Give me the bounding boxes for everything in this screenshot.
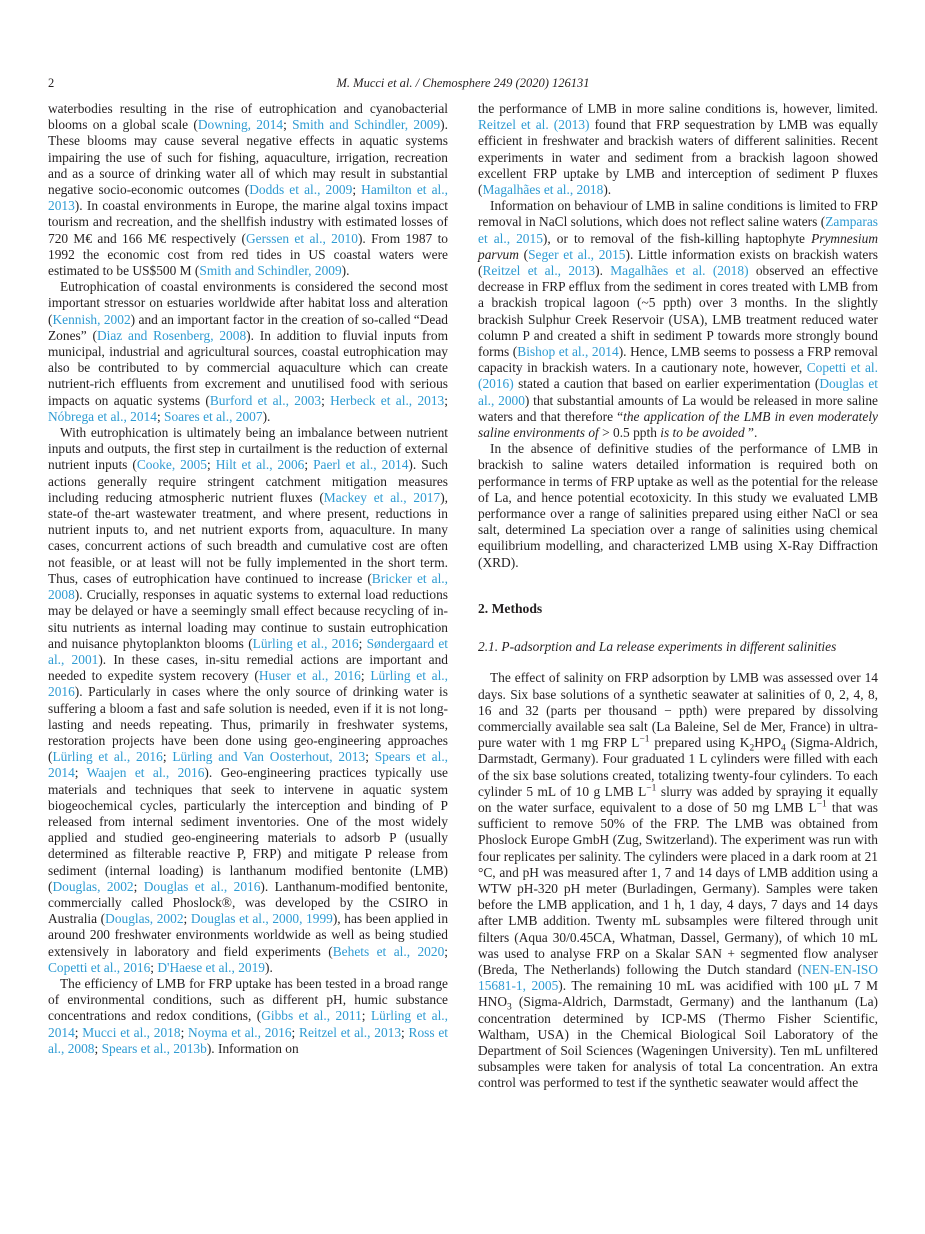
paragraph [478, 198, 878, 441]
two-column-body [48, 101, 878, 1092]
italic-text: the application of the LMB in even moderately saline environments of [478, 408, 878, 441]
citation-link[interactable]: Waajen et al., 2016 [86, 765, 205, 781]
citation-link[interactable]: Søndergaard et al., 2001 [48, 635, 448, 667]
page-number: 2 [48, 76, 55, 90]
text-segment: (Sigma-Aldrich, Darmstadt, Germany) and the lanthanum (La) concentration determined by ICP-MS (Thermo Fisher Scientific, Waltham, USA) in the Chemical Biological Soil Laboratory of the Department of Soil Sciences (Wageningen University). Ten mL unfiltered subsamples were taken for analysis of total La concentration. An extra control was performed to test if the synthetic seawater would affect the [478, 994, 878, 1091]
text-segment: The efficiency of LMB for FRP uptake has been tested in a broad range of environmental conditions, such as different pH, humic substance concentrations and redox conditions, ( [48, 975, 448, 1024]
text-segment: The effect of salinity on FRP adsorption by LMB was assessed over 14 days. Six base solutions of a synthetic seawater at salinities of 0, 2, 4, 8, 16 and 32 (parts per thousand − ppth) were prepared by dissolving commercially available sea salt (La Baleine, Sel de Mer, France) in ultra-pure water with 1 mg FRP L [478, 670, 878, 751]
citation-link[interactable]: Lürling et al., 2016 [48, 668, 449, 700]
citation-link[interactable]: Burford et al., 2003 [209, 392, 322, 408]
citation-link[interactable]: Nóbrega et al., 2014 [48, 408, 157, 424]
citation-link[interactable]: Douglas et al., 2000 [478, 376, 878, 408]
citation-link[interactable]: Gibbs et al., 2011 [261, 1008, 362, 1024]
text-segment: ) and an important factor in the creation of so-called “Dead Zones” ( [48, 311, 448, 343]
text-segment: ; [360, 668, 371, 684]
paragraph [48, 101, 448, 279]
text-segment: slurry was added by spraying it equally on the water surface, equivalent to a dose of 50 mg LMB L [478, 783, 878, 815]
text-segment: ). In these cases, in-situ remedial actions are important and needed to expedite system recovery ( [48, 651, 448, 684]
citation-link[interactable]: Hamilton et al., 2013 [48, 182, 448, 214]
citation-link[interactable]: Gerssen et al., 2010 [245, 230, 358, 246]
text-segment: ). Such actions generally require stringent catchment mitigation measures including reducing atmospheric nutrient fluxes ( [48, 457, 448, 505]
citation-link[interactable]: Seger et al., 2015 [528, 246, 626, 262]
text-segment: ). [341, 263, 350, 279]
citation-link[interactable]: Douglas et al., 2000, 1999 [190, 911, 333, 927]
text-segment: ). Information on [206, 1040, 299, 1056]
text-segment: > 0.5 ppth [598, 425, 661, 441]
citation-link[interactable]: Dodds et al., 2009 [249, 182, 353, 198]
paragraph [478, 101, 878, 198]
text-segment: (Sigma-Aldrich, Darmstadt, Germany). Four graduated 1 L cylinders were filled with each of the six base solutions created, totalizing twenty-four cylinders. To each cylinder 5 mL of 10 g LMB L [478, 735, 878, 799]
text-segment: waterbodies resulting in the rise of eutrophication and cyanobacterial blooms on a global scale ( [48, 101, 448, 133]
text-segment: ). Crucially, responses in aquatic systems to external load reductions may be delayed or have a seemingly small effect because recycling of in-situ nutrients as internal loading may continue to sustain eutrophication and nuisance phytoplankton blooms ( [48, 587, 448, 651]
text-segment: Information on behaviour of LMB in saline conditions is limited to FRP removal in NaCl solutions, which does not reflect saline waters ( [478, 198, 878, 230]
text-segment: prepared using K [649, 735, 750, 751]
citation-link[interactable]: Bishop et al., 2014 [517, 344, 619, 360]
citation-link[interactable]: Noyma et al., 2016 [188, 1024, 292, 1040]
citation-link[interactable]: Downing, 2014 [197, 117, 284, 133]
text-segment: ). [603, 182, 612, 198]
text-segment: ; [401, 1024, 409, 1040]
citation-link[interactable]: Herbeck et al., 2013 [330, 392, 445, 408]
citation-link[interactable]: Diaz and Rosenberg, 2008 [96, 327, 247, 343]
citation-link[interactable]: Douglas et al., 2016 [143, 878, 261, 894]
citation-link[interactable]: NEN-EN-ISO 15681-1, 2005 [478, 961, 878, 994]
text-segment: ; [183, 911, 191, 927]
citation-link[interactable]: Spears et al., 2013b [101, 1040, 207, 1056]
citation-link[interactable]: Douglas, 2002 [52, 878, 134, 894]
text-segment: ). Lanthanum-modified bentonite, commercially called Phoslock®, was developed by the CSIRO in Australia ( [48, 878, 449, 927]
text-segment: 2. Methods [478, 600, 543, 616]
text-segment: ; [444, 392, 448, 408]
citation-link[interactable]: Copetti et al. (2016) [478, 360, 878, 392]
citation-link[interactable]: Reitzel et al., 2013 [482, 263, 596, 279]
text-segment: ; [133, 878, 144, 894]
text-segment: ; [365, 749, 375, 765]
text-segment: the performance of LMB in more saline conditions is, however, limited. [478, 101, 878, 116]
citation-link[interactable]: Mackey et al., 2017 [323, 489, 441, 505]
citation-link[interactable]: Reitzel et al. (2013) [478, 117, 590, 133]
italic-text: is to be avoided [660, 425, 745, 441]
running-title: M. Mucci et al. / Chemosphere 249 (2020) 126131 [336, 76, 590, 90]
citation-link[interactable]: Bricker et al., 2008 [48, 570, 448, 603]
text-segment: ). These blooms may cause several negative effects in aquatic systems impairing the use of such for fishing, aquaculture, irrigation, recreation and as a source of drinking water all of which may result in substantial negative socio-economic outcomes ( [48, 117, 448, 198]
citation-link[interactable]: Magalhães et al. (2018) [610, 263, 749, 279]
citation-link[interactable]: Behets et al., 2020 [332, 943, 445, 959]
text-segment: ; [180, 1024, 189, 1040]
citation-link[interactable]: Smith and Schindler, 2009 [199, 263, 342, 279]
citation-link[interactable]: Ross et al., 2008 [48, 1024, 448, 1056]
citation-link[interactable]: Cooke, 2005 [136, 457, 207, 473]
italic-text: Prymnesium parvum [478, 230, 879, 262]
text-segment: ). [262, 408, 271, 424]
subscript-text: 4 [781, 743, 786, 754]
text-segment: observed an effective decrease in FRP efflux from the sediment in cores treated with LMB from a brackish tropical lagoon (~5 ppth) over 3 months. In the slightly brackish Sulphur Creek Reservoir (USA), LMB treatment reduced water column P and created a shift in sediment P towards more strongly bound forms ( [478, 263, 879, 360]
citation-link[interactable]: Magalhães et al., 2018 [482, 182, 604, 198]
text-segment: ; [94, 1040, 102, 1056]
citation-link[interactable]: Lürling et al., 2016 [52, 749, 163, 765]
text-segment: ). From 1987 to 1992 the economic cost from red tides in US coastal waters were estimated to be US$500 M ( [48, 230, 448, 279]
citation-link[interactable]: Reitzel et al., 2013 [299, 1024, 402, 1040]
section-heading [478, 601, 878, 617]
text-segment: ). In addition to fluvial inputs from municipal, industrial and agricultural sources, coastal eutrophication may also be contributed to by commercial aquaculture which can create nutrient-rich effluents from excrement and unutilised food with serious impacts on aquatic systems ( [48, 327, 448, 408]
citation-link[interactable]: Zamparas et al., 2015 [478, 214, 878, 246]
text-segment: found that FRP sequestration by LMB was equally efficient in freshwater and brackish waters of different salinities. Recent experiments in water and sediment from a brackish lagoon showed excellent FRP uptake by LMB and interception of sediment P fluxes ( [478, 117, 879, 198]
superscript-text: −1 [646, 783, 657, 794]
citation-link[interactable]: Soares et al., 2007 [164, 408, 263, 424]
text-segment: ; [444, 943, 449, 959]
running-header [48, 76, 878, 90]
citation-link[interactable]: Lürling and Van Oosterhout, 2013 [172, 749, 366, 765]
left-column [48, 101, 448, 1092]
right-column [478, 101, 878, 1092]
text-segment: With eutrophication is ultimately being an imbalance between nutrient inputs and outputs, the first step in curtailment is the reduction of external nutrient inputs ( [48, 425, 448, 473]
text-segment: ). Little information exists on brackish waters ( [478, 246, 878, 279]
citation-link[interactable]: Huser et al., 2016 [258, 668, 361, 684]
citation-link[interactable]: Mucci et al., 2018 [82, 1024, 181, 1040]
text-segment: 2.1. P-adsorption and La release experiments in different salinities [478, 639, 837, 655]
text-segment: ) that substantial amounts of La would be released in more saline waters and that therefore “ [478, 392, 878, 424]
text-segment: ; [361, 1008, 371, 1024]
text-segment: HPO [754, 735, 782, 751]
text-segment: ). [595, 263, 611, 279]
subscript-text: 2 [749, 743, 755, 754]
text-segment: ; [358, 635, 367, 651]
text-segment: ; [206, 457, 216, 473]
text-segment: ; [304, 457, 314, 473]
text-segment: ), state-of the-art wastewater treatment, and where present, reductions in nutrient inputs to, and net nutrient exports from, aquaculture. In many cases, concurrent actions of such breadth and cumulative cost are often not feasible, or at least will not be fully implemented in the short term. Thus, cases of eutrophication have continued to increase ( [48, 489, 448, 586]
text-segment: ). Hence, LMB seems to possess a FRP removal capacity in brackish waters. In a cautionary note, however, [478, 344, 878, 376]
text-segment: ). The remaining 10 mL was acidified with 100 μL 7 M HNO [478, 978, 878, 1010]
text-segment: ). Particularly in cases where the only source of drinking water is suffering a bloom a fast and safe solution is needed, even if it is not long-lasting and needs repeating. Thus, primarily in freshwater systems, restoration projects have been done using geo-engineering approaches ( [48, 684, 448, 765]
text-segment: ; [291, 1024, 300, 1040]
text-segment: ). [265, 959, 273, 975]
text-segment: that was sufficient to remove 50% of the FRP. The LMB was obtained from Phoslock Europe GmbH (Zug, Switzerland). The experiment was run with four replicates per salinity. The cylinders were placed in a dark room at 21 °C, and pH was measured after 1, 7 and 14 days of LMB addition using a WTW pH-320 pH meter (Burladingen, Germany). Samples were taken before the LMB application, and 1 h, 1 day, 4 days, 7 days and 14 days after LMB addition. Twenty mL subsamples were filtered through unit filters (Aqua 30/0.45CA, Whatman, Dassel, Germany), of which 10 mL was used to analyse FRP on a Skalar SAN + segmented flow analyser (Breda, The Netherlands) following the Dutch standard ( [478, 799, 878, 977]
citation-link[interactable]: Douglas, 2002 [105, 911, 184, 927]
citation-link[interactable]: Spears et al., 2014 [48, 749, 449, 781]
paragraph [48, 279, 448, 425]
citation-link[interactable]: Kennish, 2002 [52, 311, 131, 327]
citation-link[interactable]: Lürling et al., 2014 [48, 1008, 448, 1040]
paragraph [48, 425, 448, 976]
text-segment: ). In coastal environments in Europe, the marine algal toxins impact tourism and recreation, and the shellfish industry with estimated losses of 720 M€ and 166 M€ respectively ( [48, 198, 448, 246]
text-segment: ), has been applied in around 200 freshwater environments worldwide as well as being studied extensively in laboratory and field experiments ( [48, 911, 449, 959]
paragraph [48, 976, 448, 1057]
text-segment: ; [150, 959, 158, 975]
text-segment: ; [321, 392, 331, 408]
citation-link[interactable]: Hilt et al., 2006 [215, 457, 305, 473]
text-segment: ). Geo-engineering practices typically use materials and techniques that seek to intervene in aquatic system biogeochemical cycles, particularly the interception and binding of P released from internal sediment inventories. One of the most widely applied and studied geo-engineering materials to adsorb P (usually determined as filterable reactive P, FRP) and mitigate P release from sediment (internal loading) is lanthanum modified bentonite (LMB) ( [48, 765, 448, 894]
subscript-text: 3 [507, 1003, 512, 1014]
superscript-text: −1 [816, 799, 827, 810]
text-segment: ; [283, 117, 293, 133]
citation-link[interactable]: Smith and Schindler, 2009 [292, 117, 441, 133]
text-segment: Eutrophication of coastal environments is considered the second most important stressor on estuaries worldwide after habitat loss and alteration ( [48, 279, 448, 327]
text-segment: ; [156, 408, 165, 424]
text-segment: ”. [744, 425, 758, 441]
citation-link[interactable]: D'Haese et al., 2019 [157, 959, 266, 975]
paragraph [478, 670, 878, 1091]
text-segment: ( [518, 246, 529, 262]
text-segment: ; [74, 765, 87, 781]
superscript-text: −1 [639, 734, 650, 745]
text-segment: ), or to removal of the fish-killing haptophyte [542, 230, 812, 246]
text-segment: stated a caution that based on earlier experimentation ( [513, 376, 820, 392]
citation-link[interactable]: Copetti et al., 2016 [48, 959, 151, 975]
text-segment: ; [162, 749, 173, 765]
text-segment: In the absence of definitive studies of the performance of LMB in brackish to saline waters detailed information is required both on performance in terms of FRP uptake as well as the potential for the release of La, and hence potential ecotoxicity. In this study we evaluated LMB performance over a range of salinities prepared using either NaCl or sea salt, determined La speciation over a range of salinities using chemical equilibrium modelling, and characterized LMB using X-Ray Diffraction (XRD). [478, 441, 878, 570]
citation-link[interactable]: Paerl et al., 2014 [313, 457, 409, 473]
text-segment: ; [352, 182, 362, 198]
subsection-heading [478, 639, 878, 655]
text-segment: ; [74, 1024, 83, 1040]
paragraph [478, 441, 878, 571]
citation-link[interactable]: Lürling et al., 2016 [252, 635, 359, 651]
